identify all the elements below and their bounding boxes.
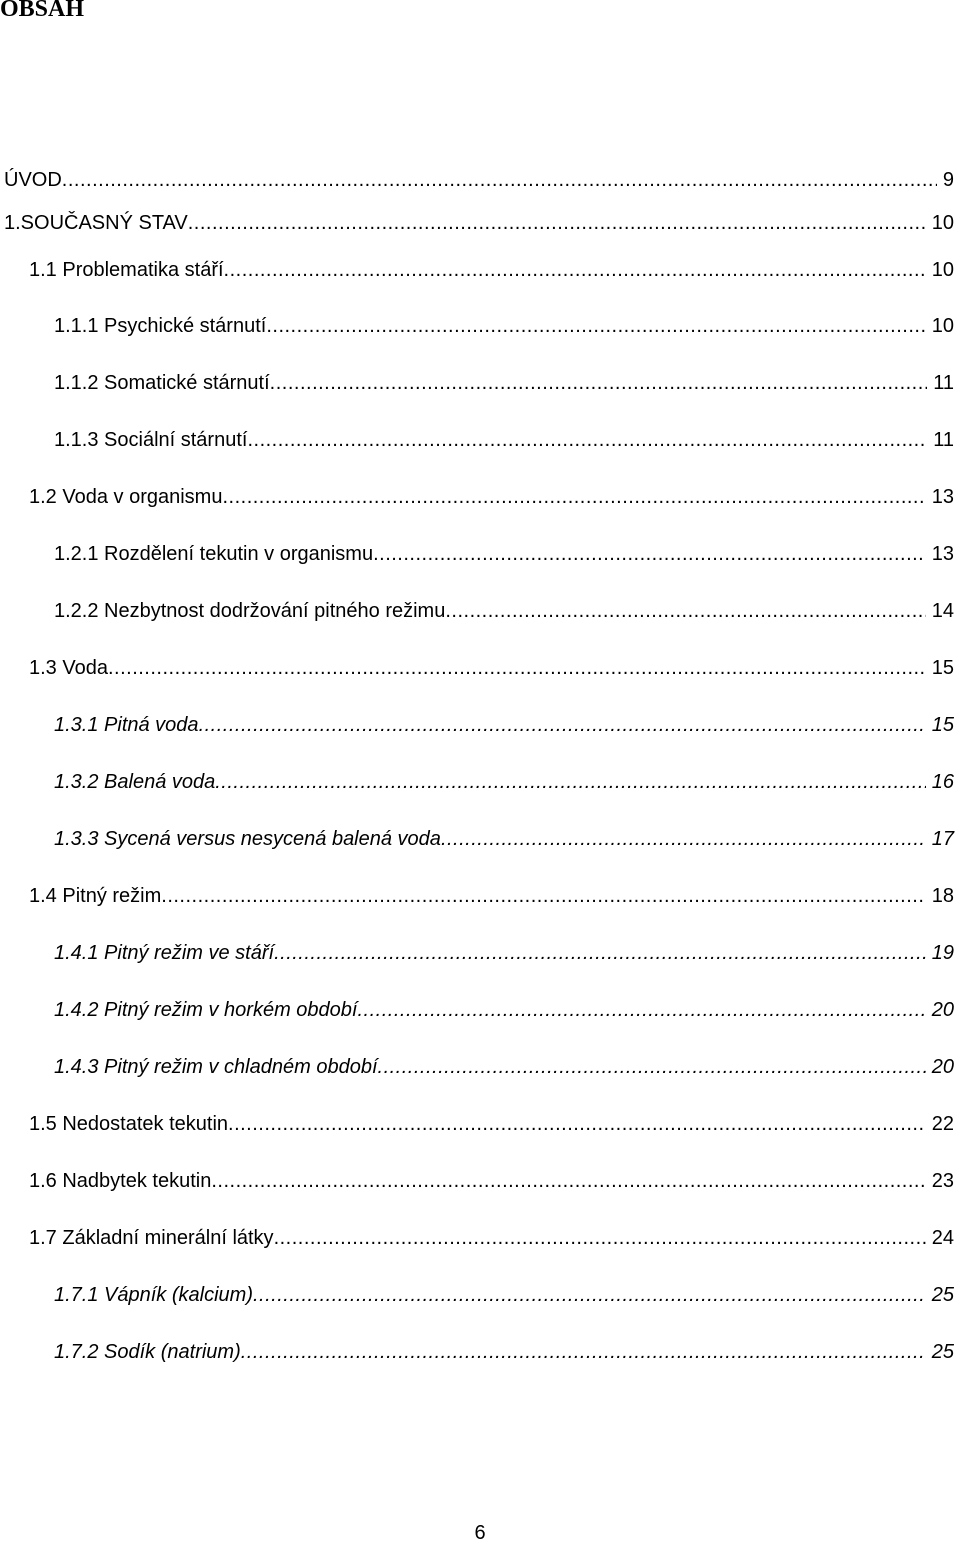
toc-entry-page: 22 <box>931 1113 954 1135</box>
toc-entry-1-1-1[interactable] <box>54 310 954 342</box>
toc-entry-page: 15 <box>931 657 954 679</box>
dot-leader <box>108 652 926 684</box>
toc-entry-1-2-1[interactable] <box>54 538 954 570</box>
toc-entry-page: 16 <box>931 771 954 793</box>
toc-entry-title: 1.1.1 Psychické stárnutí <box>54 315 267 337</box>
toc-entry-page: 9 <box>942 169 954 191</box>
dot-leader <box>274 937 926 969</box>
dot-leader <box>266 310 925 342</box>
toc-entry-title: 1.4.2 Pitný režim v horkém období <box>54 999 358 1021</box>
toc-entry-title: 1.2.1 Rozdělení tekutin v organismu <box>54 543 374 565</box>
toc-entry-title: 1.3 Voda <box>29 657 108 679</box>
toc-entry-page: 10 <box>931 315 954 337</box>
toc-entry-1-4-1[interactable] <box>54 937 954 969</box>
toc-entry-1-6[interactable] <box>29 1165 954 1197</box>
toc-entry-1-1[interactable] <box>29 254 954 286</box>
toc-entry-page: 25 <box>931 1284 954 1306</box>
toc-entry-1-3-3[interactable] <box>54 823 954 855</box>
toc-entry-page: 11 <box>933 372 954 394</box>
toc-entry-page: 10 <box>931 259 954 281</box>
dot-leader <box>228 1108 926 1140</box>
toc-entry-1-5[interactable] <box>29 1108 954 1140</box>
toc-entry-page: 10 <box>931 212 954 234</box>
toc-entry-uvod[interactable] <box>4 164 954 196</box>
toc-entry-1-7-2[interactable] <box>54 1336 954 1368</box>
toc-entry-title: 1.4.3 Pitný režim v chladném období <box>54 1056 378 1078</box>
dot-leader <box>241 1336 926 1368</box>
toc-entry-1-3[interactable] <box>29 652 954 684</box>
dot-leader <box>224 254 926 286</box>
dot-leader <box>270 367 928 399</box>
toc-entry-title: 1.7.2 Sodík (natrium) <box>54 1341 241 1363</box>
toc-entry-page: 23 <box>931 1170 954 1192</box>
dot-leader <box>378 1051 926 1083</box>
toc-entry-page: 25 <box>931 1341 954 1363</box>
page-title: OBSAH <box>0 0 85 22</box>
toc-entry-1-1-3[interactable] <box>54 424 954 456</box>
toc-entry-page: 18 <box>931 885 954 907</box>
dot-leader <box>441 823 926 855</box>
toc-entry-page: 20 <box>931 999 954 1021</box>
toc-entry-title: 1.5 Nedostatek tekutin <box>29 1113 229 1135</box>
dot-leader <box>211 1165 925 1197</box>
page-number: 6 <box>474 1522 486 1544</box>
toc-entry-1-3-2[interactable] <box>54 766 954 798</box>
dot-leader <box>62 164 937 196</box>
dot-leader <box>199 709 926 741</box>
toc-entry-title: 1.2 Voda v organismu <box>29 486 223 508</box>
toc-entry-page: 14 <box>931 600 954 622</box>
toc-entry-title: 1.3.3 Sycená versus nesycená balená voda <box>54 828 441 850</box>
toc-entry-page: 13 <box>931 486 954 508</box>
toc-entry-title: 1.3.2 Balená voda <box>54 771 216 793</box>
dot-leader <box>445 595 925 627</box>
toc-entry-1-1-2[interactable] <box>54 367 954 399</box>
dot-leader <box>161 880 925 912</box>
toc-entry-title: 1.7 Základní minerální látky <box>29 1227 274 1249</box>
toc-entry-title: ÚVOD <box>4 169 62 191</box>
toc-entry-title: 1.1.3 Sociální stárnutí <box>54 429 248 451</box>
toc-entry-title: 1.4 Pitný režim <box>29 885 162 907</box>
toc-entry-title: 1.1.2 Somatické stárnutí <box>54 372 270 394</box>
toc-entry-page: 17 <box>931 828 954 850</box>
toc-entry-title: 1.2.2 Nezbytnost dodržování pitného režimu <box>54 600 446 622</box>
toc-entry-title: 1.1 Problematika stáří <box>29 259 224 281</box>
toc-entry-1-4-2[interactable] <box>54 994 954 1026</box>
toc-entry-page: 15 <box>931 714 954 736</box>
toc-entry-title: 1.6 Nadbytek tekutin <box>29 1170 212 1192</box>
toc-entry-1-4-3[interactable] <box>54 1051 954 1083</box>
toc-entry-1-4[interactable] <box>29 880 954 912</box>
toc-entry-page: 20 <box>931 1056 954 1078</box>
toc-entry-title: 1.7.1 Vápník (kalcium) <box>54 1284 253 1306</box>
dot-leader <box>222 481 925 513</box>
dot-leader <box>253 1279 926 1311</box>
dot-leader <box>188 207 926 239</box>
toc-entry-1-3-1[interactable] <box>54 709 954 741</box>
dot-leader <box>247 424 927 456</box>
dot-leader <box>215 766 926 798</box>
toc-entry-page: 13 <box>931 543 954 565</box>
toc-entry-1-7-1[interactable] <box>54 1279 954 1311</box>
toc-entry-page: 24 <box>931 1227 954 1249</box>
toc-entry-title: 1.3.1 Pitná voda <box>54 714 199 736</box>
toc-entry-soucasny-stav[interactable] <box>4 207 954 239</box>
toc-entry-title: 1.SOUČASNÝ STAV <box>4 212 188 234</box>
dot-leader <box>373 538 926 570</box>
toc-entry-page: 11 <box>933 429 954 451</box>
toc-entry-1-7[interactable] <box>29 1222 954 1254</box>
dot-leader <box>357 994 925 1026</box>
toc-entry-page: 19 <box>931 942 954 964</box>
toc-entry-title: 1.4.1 Pitný režim ve stáří <box>54 942 275 964</box>
toc-entry-1-2[interactable] <box>29 481 954 513</box>
toc-entry-1-2-2[interactable] <box>54 595 954 627</box>
dot-leader <box>274 1222 926 1254</box>
